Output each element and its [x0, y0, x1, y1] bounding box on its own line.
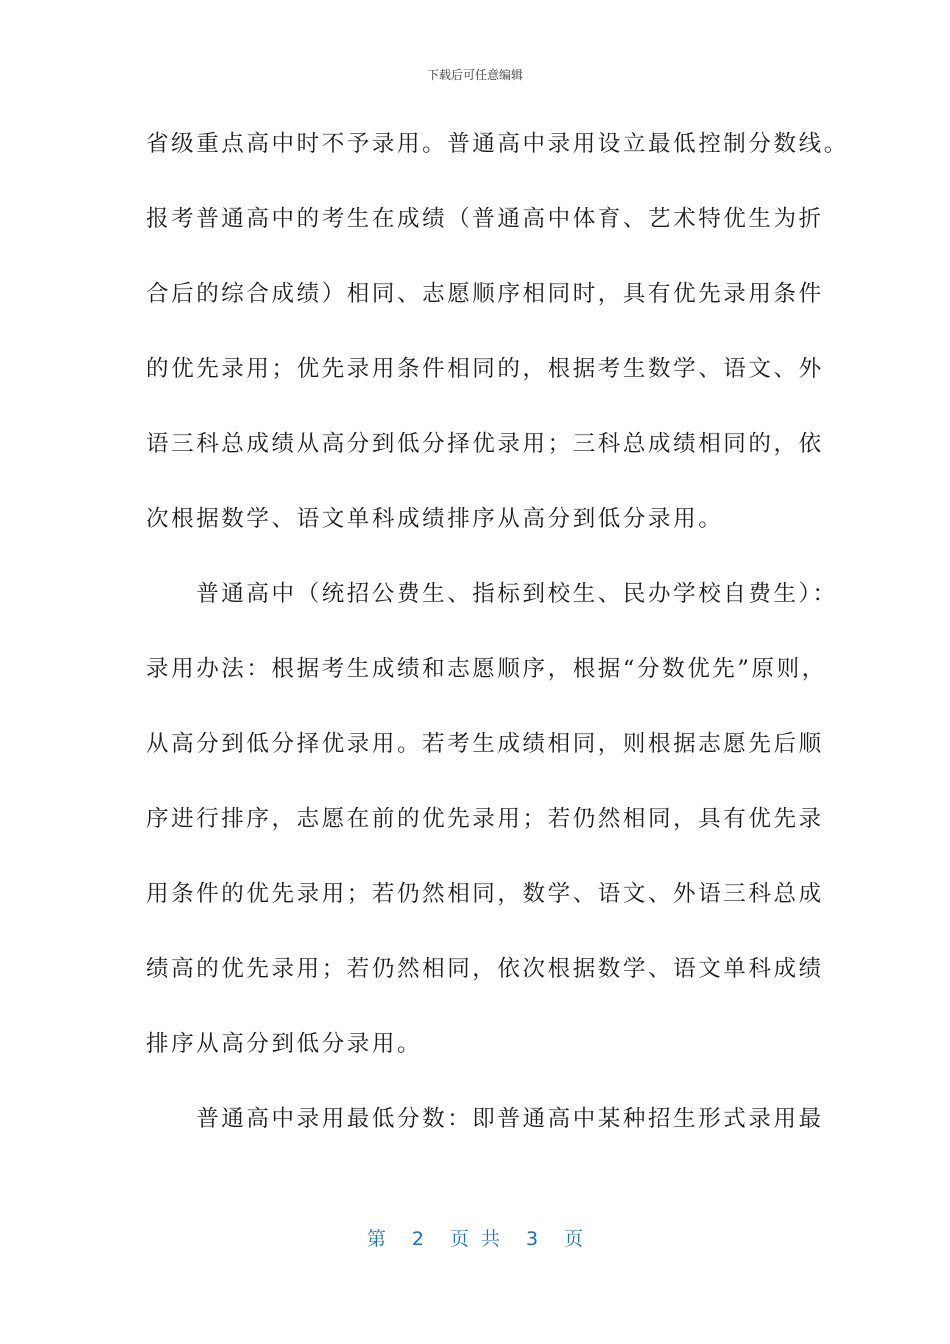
text-line: 绩高的优先录用；若仍然相同，依次根据数学、语文单科成绩 [146, 956, 824, 982]
footer-current-page: 2 [411, 1228, 424, 1250]
page-footer [0, 1224, 950, 1251]
text-line: 普通高中录用最低分数：即普通高中某种招生形式录用最 [146, 1106, 824, 1132]
header-note: 下载后可任意编辑 [426, 68, 523, 82]
text-line: 排序从高分到低分录用。 [146, 1031, 423, 1057]
text-line: 省级重点高中时不予录用。普通高中录用设立最低控制分数线。 [146, 131, 849, 157]
text-line: 普通高中（统招公费生、指标到校生、民办学校自费生）： [146, 581, 838, 607]
footer-page-prefix: 第 [366, 1228, 386, 1250]
text-line: 的优先录用；优先录用条件相同的，根据考生数学、语文、外 [146, 356, 824, 382]
text-line: 用条件的优先录用；若仍然相同，数学、语文、外语三科总成 [146, 881, 824, 907]
footer-page-mid: 页 [449, 1228, 469, 1250]
text-line: 语三科总成绩从高分到低分择优录用；三科总成绩相同的，依 [146, 431, 824, 457]
document-body [146, 107, 849, 1157]
text-line: 序进行排序，志愿在前的优先录用；若仍然相同，具有优先录 [146, 806, 824, 832]
text-line: 从高分到低分择优录用。若考生成绩相同，则根据志愿先后顺 [146, 731, 824, 757]
text-line: 次根据数学、语文单科成绩排序从高分到低分录用。 [146, 506, 724, 532]
footer-total-prefix: 共 [481, 1228, 501, 1250]
text-line: 录用办法：根据考生成绩和志愿顺序，根据“分数优先”原则， [146, 656, 827, 682]
text-line: 报考普通高中的考生在成绩（普通高中体育、艺术特优生为折 [146, 206, 824, 232]
footer-total-pages: 3 [526, 1228, 539, 1250]
text-line: 合后的综合成绩）相同、志愿顺序相同时，具有优先录用条件 [146, 281, 824, 307]
footer-page-suffix: 页 [564, 1228, 584, 1250]
